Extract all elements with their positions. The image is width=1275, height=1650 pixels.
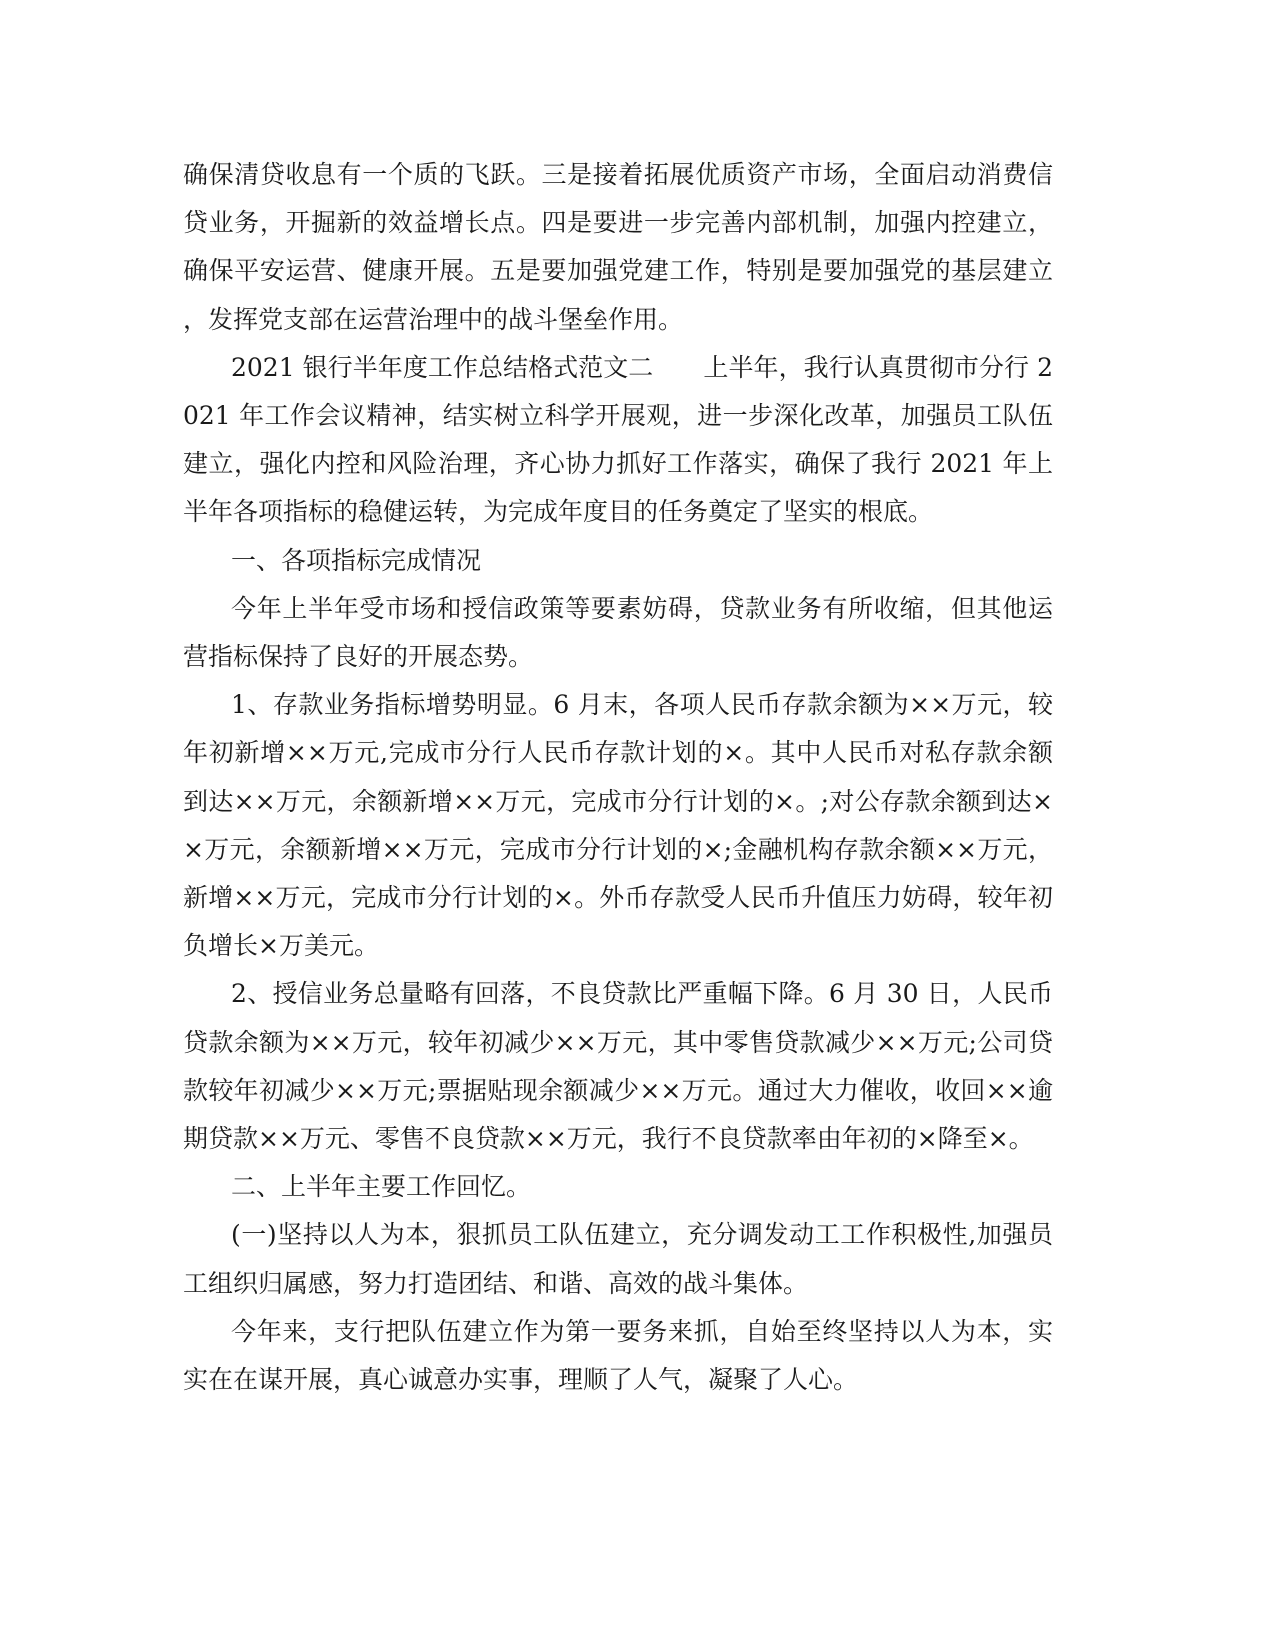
section-heading-indicators: 一、各项指标完成情况 [231,545,482,575]
paragraph-template-two-intro: 2021 银行半年度工作总结格式范文二 上半年，我行认真贯彻市分行 2021 年工作会议精神，结实树立科学开展观，进一步深化改革，加强员工队伍建立，强化内控和风险治理，齐心协力抓好工作落实，确保了我行 2021 年上半年各项指标的稳健运转，为完成年度目的任务奠定了坚实的根底。 [183,352,1053,527]
paragraph-team-building: 今年来，支行把队伍建立作为第一要务来抓，自始至终坚持以人为本，实实在在谋开展，真心诚意办实事，理顺了人气，凝聚了人心。 [183,1316,1053,1395]
paragraph-deposit-business: 1、存款业务指标增势明显。6 月末，各项人民币存款余额为××万元，较年初新增××万元,完成市分行人民币存款计划的×。其中人民币对私存款余额到达××万元，余额新增××万元，完成市分行计划的×。;对公存款余额到达××万元，余额新增××万元，完成市分行计划的×;金融机构存款余额××万元，新增××万元，完成市分行计划的×。外币存款受人民币升值压力妨碍，较年初负增长×万美元。 [183,690,1053,961]
document-body [183,151,1053,1404]
section-heading-work-review: 二、上半年主要工作回忆。 [231,1172,532,1202]
subheading-team-building: (一)坚持以人为本，狠抓员工队伍建立，充分调发动工工作积极性,加强员工组织归属感，努力打造团结、和谐、高效的战斗集体。 [183,1220,1053,1298]
paragraph-indicators-overview: 今年上半年受市场和授信政策等要素妨碍，贷款业务有所收缩，但其他运营指标保持了良好的开展态势。 [183,593,1053,672]
paragraph-credit-business: 2、授信业务总量略有回落，不良贷款比严重幅下降。6 月 30 日，人民币贷款余额为××万元，较年初减少××万元，其中零售贷款减少××万元;公司贷款较年初减少××万元;票据贴现余额减少××万元。通过大力催收，收回××逾期贷款××万元、零售不良贷款××万元，我行不良贷款率由年初的×降至×。 [183,979,1053,1154]
paragraph-continuation: 确保清贷收息有一个质的飞跃。三是接着拓展优质资产市场，全面启动消费信贷业务，开掘新的效益增长点。四是要进一步完善内部机制，加强内控建立，确保平安运营、健康开展。五是要加强党建工作，特别是要加强党的基层建立，发挥党支部在运营治理中的战斗堡垒作用。 [183,160,1053,334]
